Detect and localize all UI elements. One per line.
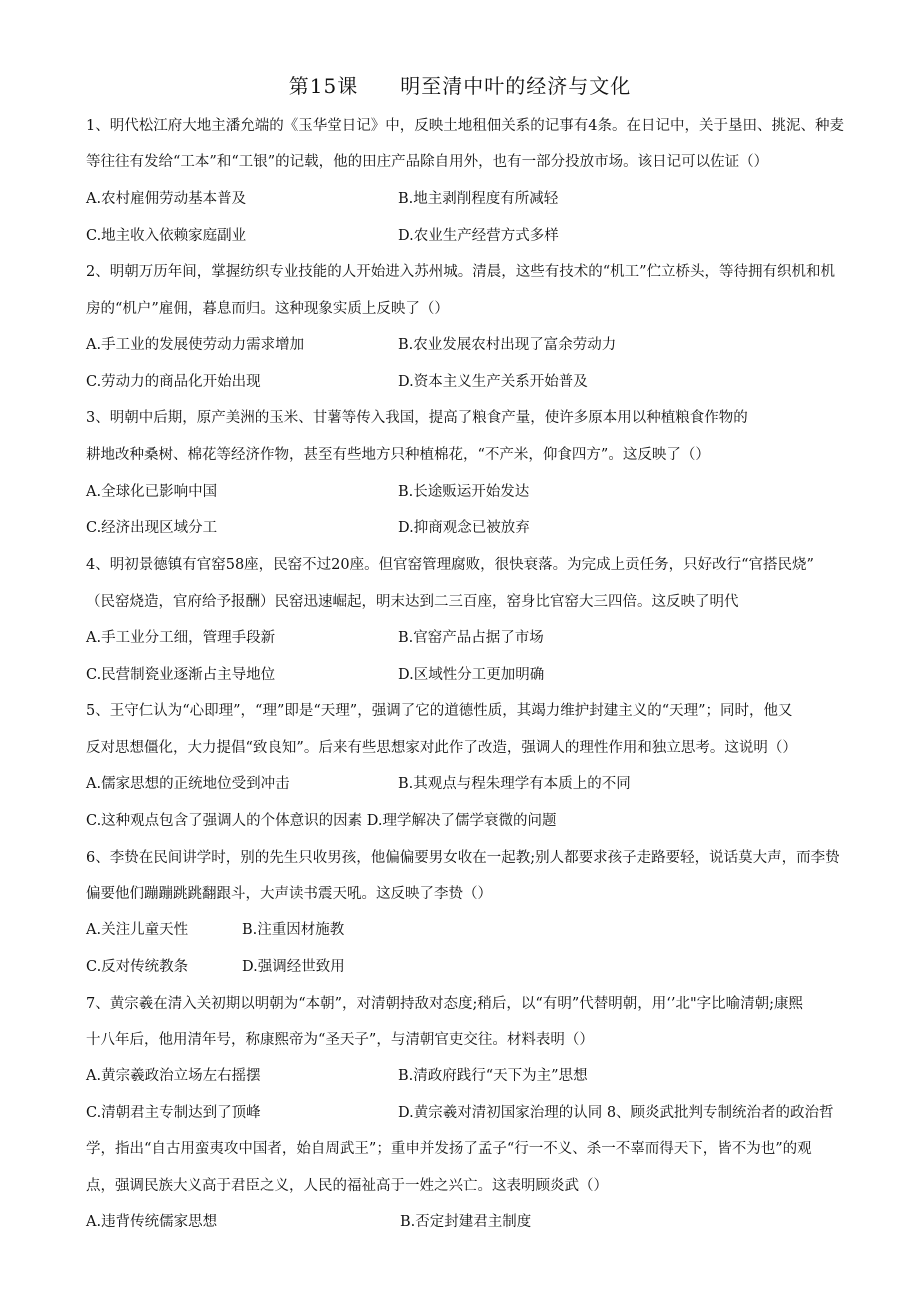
question-7-option-c: C.清朝君主专制达到了顶峰 — [86, 1105, 261, 1121]
question-1-option-c: C.地主收入依赖家庭副业 — [86, 228, 247, 244]
question-8-text-line-3: 点，强调民族大义高于君臣之义，人民的福祉高于一姓之兴亡。这表明顾炎武（） — [86, 1178, 608, 1194]
question-5-option-a: A.儒家思想的正统地位受到冲击 — [86, 776, 290, 792]
question-2-text-line-1: 2、明朝万历年间，掌握纺织专业技能的人开始进入苏州城。清晨，这些有技术的“机工”伫立桥头，等待拥有织机和机 — [86, 264, 836, 280]
question-3-text-line-1: 3、明朝中后期，原产美洲的玉米、甘薯等传入我国，提高了粮食产量，使许多原本用以种植粮食作物的 — [86, 410, 748, 426]
question-1-option-d: D.农业生产经营方式多样 — [398, 228, 559, 244]
question-1-option-a: A.农村雇佣劳动基本普及 — [86, 191, 247, 207]
question-7-text-line-1: 7、黄宗羲在清入关初期以明朝为“本朝”，对清朝持敌对态度;稍后，以“有明”代替明朝，用‘’北"字比喻清朝;康熙 — [86, 996, 804, 1012]
question-7-option-b: B.清政府践行“天下为主”思想 — [398, 1068, 588, 1084]
question-4-option-b: B.官窑产品占据了市场 — [398, 630, 544, 646]
question-5-option-c-d: C.这种观点包含了强调人的个体意识的因素 D.理学解决了儒学衰微的问题 — [86, 813, 557, 829]
question-4-text-line-1: 4、明初景德镇有官窑58座，民窑不过20座。但官窑管理腐败，很快衰落。为完成上贡任务，只好改行“官搭民烧” — [86, 557, 814, 573]
question-3-option-c: C.经济出现区域分工 — [86, 520, 218, 536]
question-7-text-line-2: 十八年后，他用清年号，称康熙帝为“圣天子”，与清朝官吏交往。材料表明（） — [86, 1032, 594, 1048]
question-2-text-line-2: 房的“机户”雇佣，暮息而归。这种现象实质上反映了（） — [86, 301, 449, 317]
question-4-option-c: C.民营制瓷业逐渐占主导地位 — [86, 667, 276, 683]
question-8-text-line-2: 学，指出“自古用蛮夷攻中国者，始自周武王”；重申并发扬了孟子“行一不义、杀一不辜而得天下，皆不为也”的观 — [86, 1141, 812, 1157]
question-1-text-line-2: 等往往有发给“工本”和“工银”的记载，他的田庄产品除自用外，也有一部分投放市场。该日记可以佐证（） — [86, 154, 769, 170]
question-1-option-b: B.地主剥削程度有所减轻 — [398, 191, 559, 207]
question-6-option-c: C.反对传统教条 — [86, 959, 189, 975]
question-2-option-a: A.手工业的发展使劳动力需求增加 — [86, 337, 305, 353]
question-3-option-a: A.全球化已影响中国 — [86, 484, 218, 500]
question-6-option-d: D.强调经世致用 — [242, 959, 345, 975]
question-3-option-d: D.抑商观念已被放弃 — [398, 520, 530, 536]
question-2-option-c: C.劳动力的商品化开始出现 — [86, 374, 261, 390]
question-6-text-line-1: 6、李贽在民间讲学时，别的先生只收男孩，他偏偏要男女收在一起教;别人都要求孩子走路要轻，说话莫大声，而李贽 — [86, 850, 840, 866]
question-5-text-line-1: 5、王守仁认为“心即理”，“理”即是“天理”，强调了它的道德性质，其竭力维护封建主义的“天理”；同时，他又 — [86, 703, 793, 719]
question-4-option-d: D.区域性分工更加明确 — [398, 667, 545, 683]
question-7-option-a: A.黄宗羲政治立场左右摇摆 — [86, 1068, 261, 1084]
question-6-option-b: B.注重因材施教 — [242, 922, 345, 938]
question-4-text-line-2: （民窑烧造，官府给予报酬）民窑迅速崛起，明末达到二三百座，窑身比官窑大三四倍。这反映了明代 — [86, 594, 739, 610]
question-3-text-line-2: 耕地改种桑树、棉花等经济作物，甚至有些地方只种植棉花，“不产米，仰食四方”。这反映了（） — [86, 447, 710, 463]
question-6-option-a: A.关注儿童天性 — [86, 922, 189, 938]
question-3-option-b: B.长途贩运开始发达 — [398, 484, 530, 500]
question-2-option-d: D.资本主义生产关系开始普及 — [398, 374, 588, 390]
question-5-text-line-2: 反对思想僵化，大力提倡“致良知”。后来有些思想家对此作了改造，强调人的理性作用和独立思考。这说明（） — [86, 740, 797, 756]
question-7-option-d-question-8-start: D.黄宗羲对清初国家治理的认同 8、顾炎武批判专制统治者的政治哲 — [398, 1105, 834, 1121]
question-2-option-b: B.农业发展农村出现了富余劳动力 — [398, 337, 617, 353]
question-4-option-a: A.手工业分工细，管理手段新 — [86, 630, 276, 646]
question-6-text-line-2: 偏要他们蹦蹦跳跳翻跟斗，大声读书震天吼。这反映了李贽（） — [86, 886, 492, 902]
question-1-text-line-1: 1、明代松江府大地主潘允端的《玉华堂日记》中，反映土地租佃关系的记事有4条。在日记中，关于垦田、挑泥、种麦 — [86, 118, 844, 134]
question-8-option-a: A.违背传统儒家思想 — [86, 1214, 218, 1230]
page-title: 第15课 明至清中叶的经济与文化 — [288, 74, 632, 98]
question-8-option-b: B.否定封建君主制度 — [400, 1214, 532, 1230]
question-5-option-b: B.其观点与程朱理学有本质上的不同 — [398, 776, 631, 792]
